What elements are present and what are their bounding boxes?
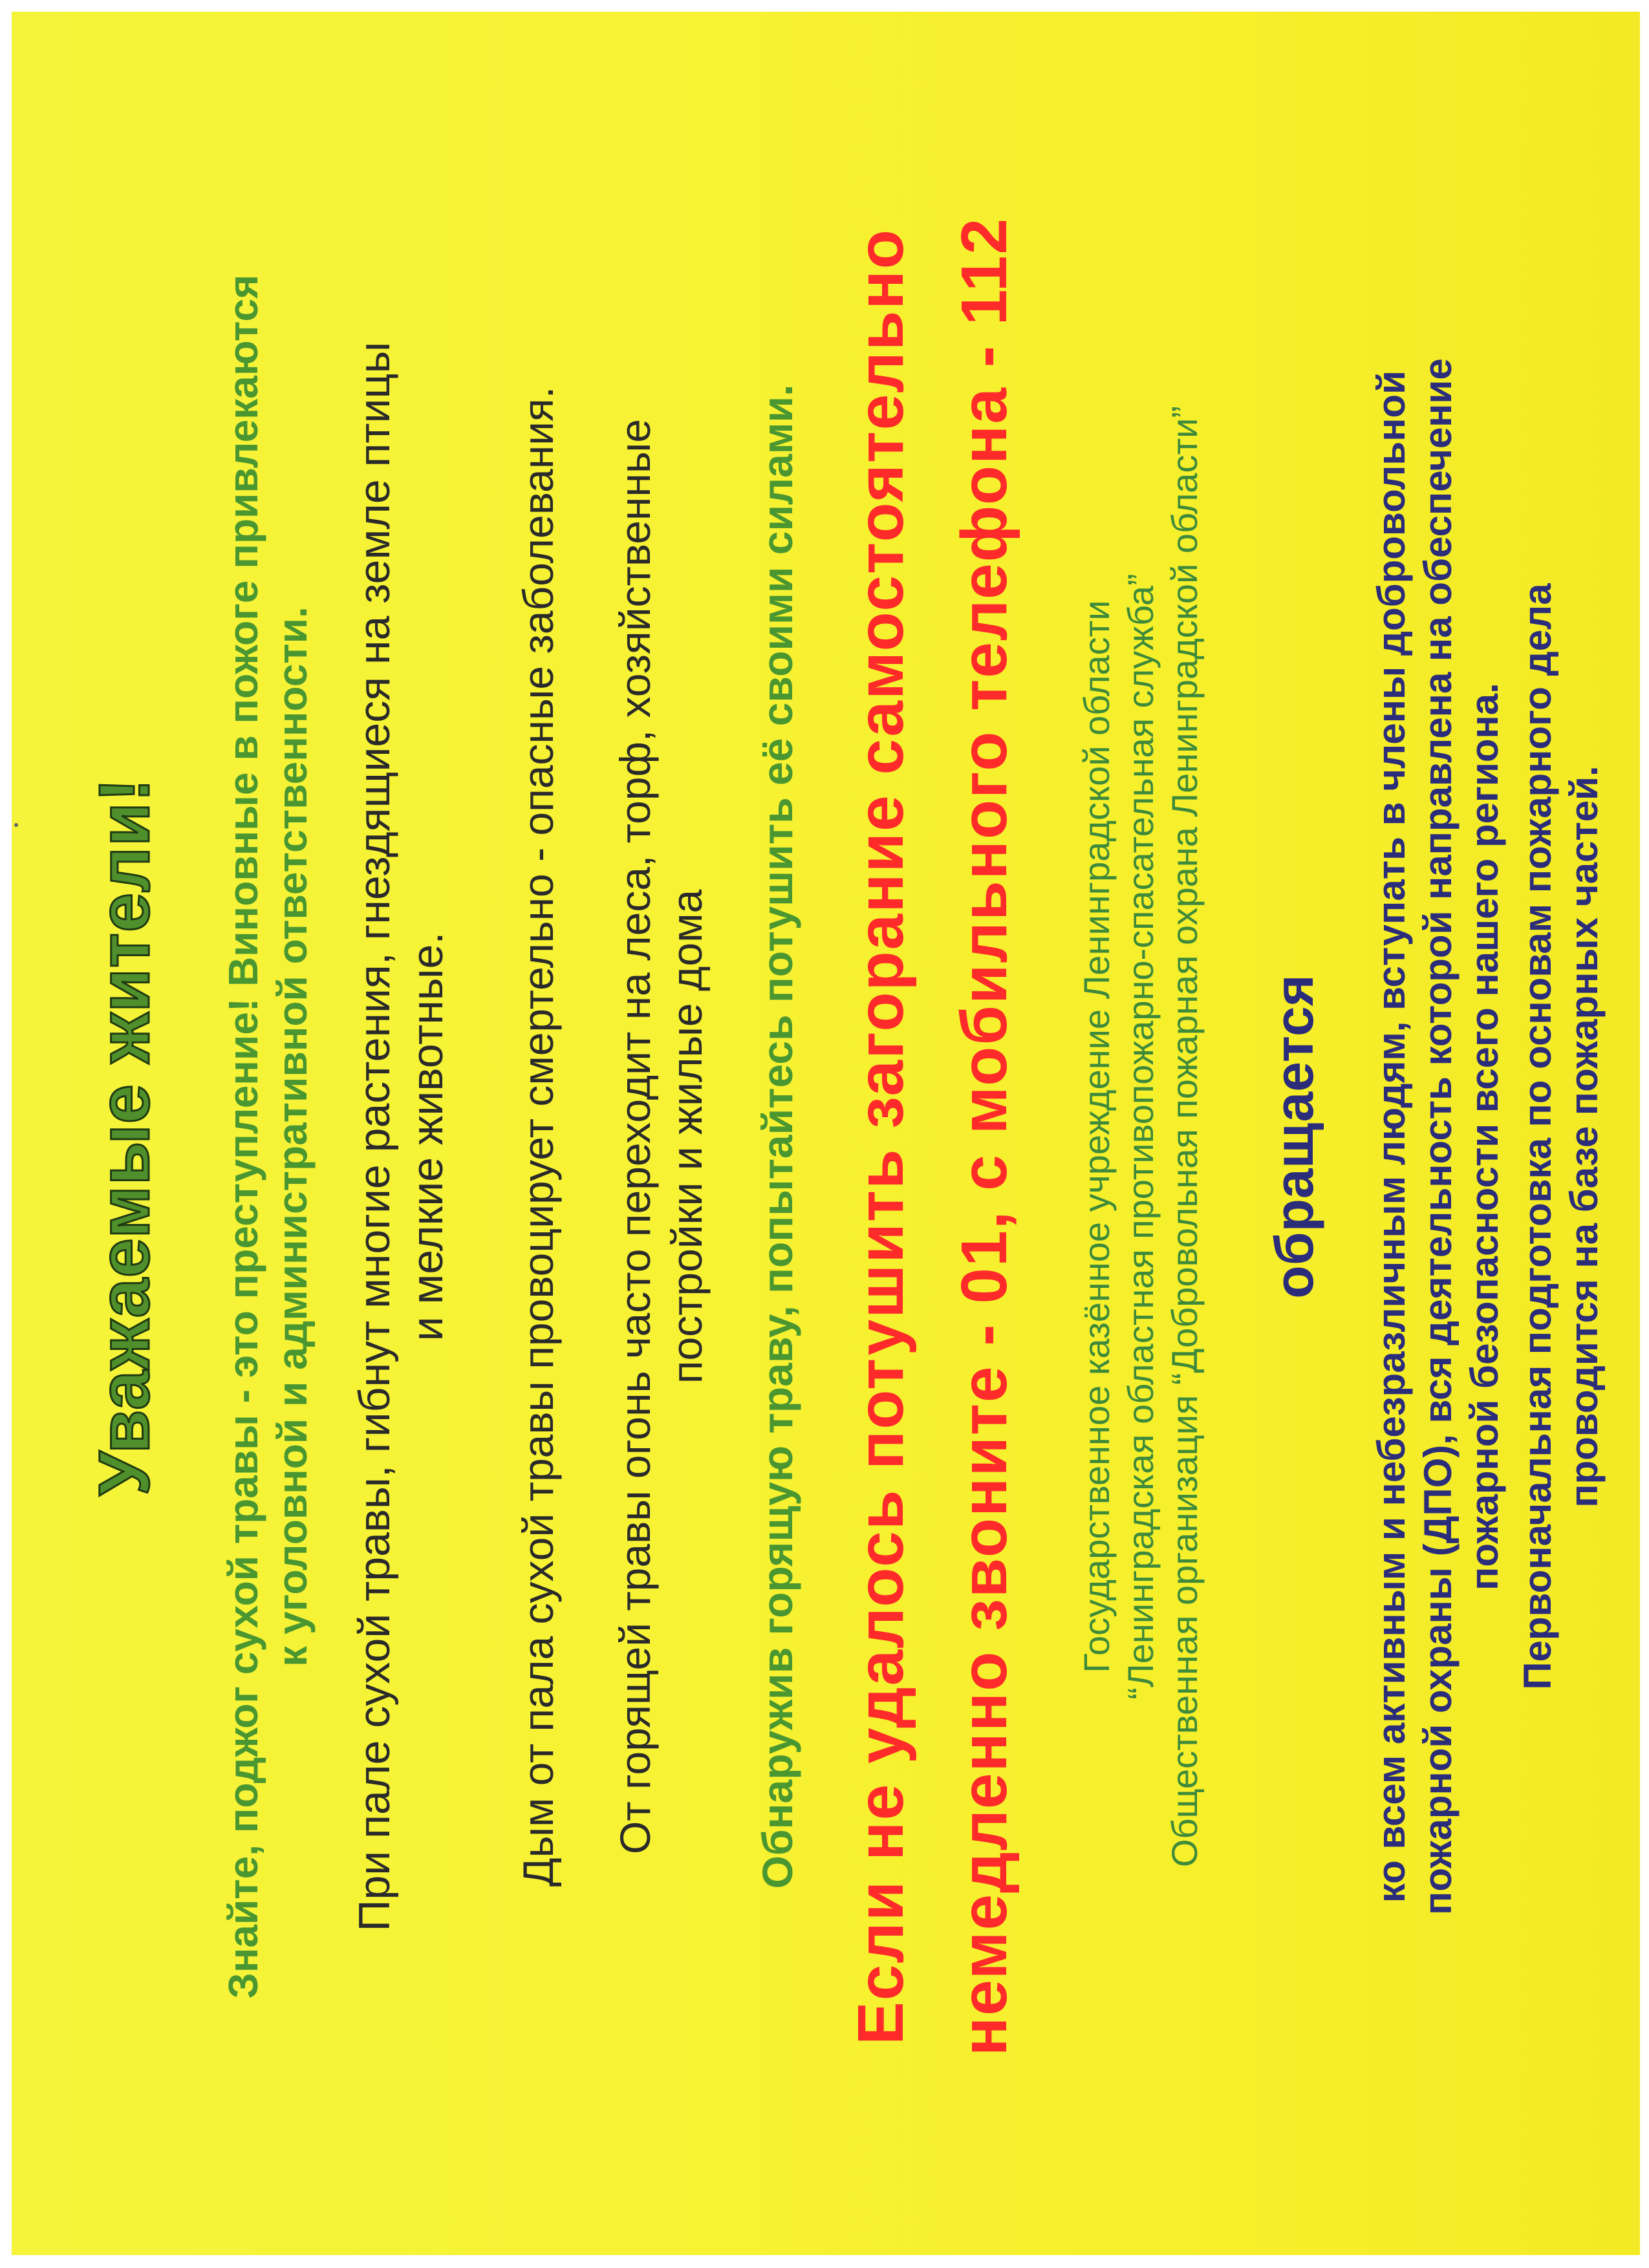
spread-line-1: От горящей травы огонь часто переходит на леса, торф, хозяйственные	[611, 419, 659, 1854]
warning-line-1: Знайте, поджог сухой травы - это преступление! Виновные в пожоге привлекаются	[220, 274, 266, 1999]
appeal-line-3: пожарной безопасности всего нашего региона.	[1463, 683, 1506, 1590]
training-line-2: проводится на базе пожарных частей.	[1562, 765, 1606, 1508]
scan-mark	[14, 823, 18, 827]
leaflet-content	[38, 37, 1641, 2236]
spread-line-2: постройки и жилые дома	[663, 889, 711, 1384]
emergency-line-2: немедленно звоните - 01, с мобильного телефона - 112	[948, 217, 1020, 2057]
warning-paragraph	[219, 37, 317, 2236]
organization-line-3: Общественная организация “Добровольная пожарная охрана Ленинградской области”	[1164, 405, 1205, 1868]
smoke-paragraph	[512, 37, 564, 2236]
smoke-line: Дым от пала сухой травы провоцирует смертельно - опасные заболевания.	[514, 386, 562, 1887]
organizations-block	[1075, 37, 1207, 2236]
emergency-call-paragraph	[829, 37, 1036, 2236]
appeal-paragraph	[1368, 37, 1508, 2236]
training-line-1: Первоначальная подготовка по основам пожарного дела	[1516, 583, 1559, 1690]
leaflet-sheet	[12, 12, 1640, 2255]
organization-line-2: “Ленинградская областная противопожарно-спасательная служба”	[1120, 573, 1161, 1700]
training-paragraph	[1514, 37, 1608, 2236]
emergency-line-1: Если не удалось потушить загорание самостоятельно	[845, 228, 917, 2045]
nature-line-2: и мелкие животные.	[403, 932, 452, 1342]
leaflet-heading: Уважаемые жители!	[85, 777, 164, 1496]
organization-line-1: Государственное казённое учреждение Ленинградской области	[1076, 600, 1117, 1673]
appeal-heading: обращается	[1264, 974, 1324, 1299]
warning-line-2: к уголовной и административной ответственности.	[269, 606, 316, 1667]
nature-paragraph	[348, 37, 454, 2236]
nature-line-1: При пале сухой травы, гибнут многие растения, гнездящиеся на земле птицы	[350, 341, 399, 1932]
spread-paragraph	[609, 37, 713, 2236]
extinguish-paragraph	[751, 37, 803, 2236]
appeal-line-2: пожарной охраны (ДПО), вся деятельность которой направлена на обеспечение	[1416, 358, 1460, 1915]
extinguish-line: Обнаружив горящую траву, попытайтесь потушить её своими силами.	[753, 384, 801, 1889]
appeal-line-1: ко всем активным и небезразличным людям, вступать в члены добровольной	[1370, 370, 1413, 1903]
